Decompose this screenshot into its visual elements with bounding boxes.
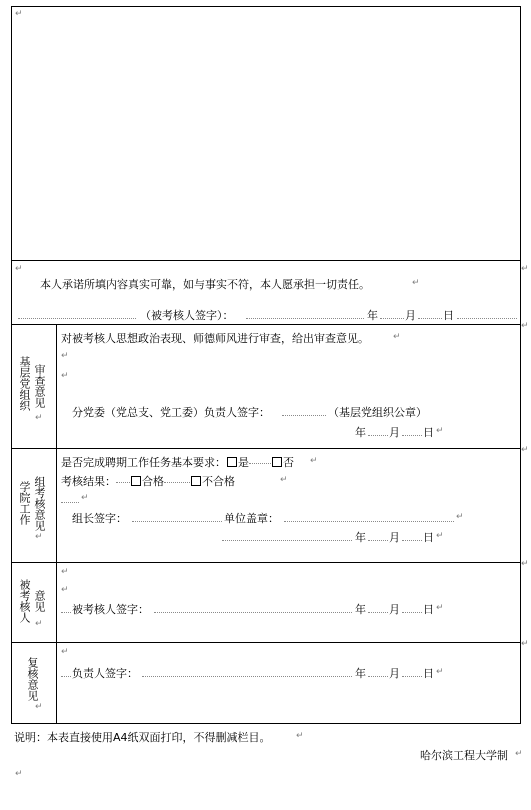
row-divider	[11, 448, 521, 449]
paragraph-mark: ↵	[521, 321, 529, 331]
footer-note: 说明：本表直接使用A4纸双面打印，不得删减栏目。	[14, 731, 271, 744]
paragraph-mark: ↵	[393, 332, 401, 342]
examinee-sign-label: （被考核人签字）：	[140, 309, 234, 322]
table-left-border	[11, 6, 12, 724]
paragraph-mark: ↵	[436, 603, 444, 613]
year-label: 年	[367, 309, 378, 322]
day-label: 日	[423, 531, 434, 544]
paragraph-mark: ↵	[296, 731, 304, 741]
party-seal-label: （基层党组织公章）	[328, 406, 427, 419]
party-review-instruction: 对被考核人思想政治表现、师德师风进行审查，给出审查意见。	[61, 332, 369, 345]
fail-checkbox[interactable]	[191, 476, 201, 486]
month-label: 月	[389, 426, 400, 439]
result-row	[61, 473, 235, 489]
yes-label: 是	[238, 456, 249, 469]
paragraph-mark: ↵	[35, 532, 43, 542]
month-label: 月	[389, 603, 400, 616]
yes-checkbox[interactable]	[227, 457, 237, 467]
year-label: 年	[355, 667, 366, 680]
paragraph-mark: ↵	[35, 619, 43, 629]
row-divider	[11, 260, 521, 261]
paragraph-mark: ↵	[61, 371, 69, 381]
examinee-side-label-2: 意见	[33, 590, 46, 612]
pass-checkbox[interactable]	[131, 476, 141, 486]
row-divider	[11, 642, 521, 643]
paragraph-mark: ↵	[15, 264, 23, 274]
paragraph-mark: ↵	[280, 475, 288, 485]
row-divider	[11, 324, 521, 325]
paragraph-mark: ↵	[61, 567, 69, 577]
paragraph-mark: ↵	[35, 413, 43, 423]
year-label: 年	[355, 603, 366, 616]
paragraph-mark: ↵	[436, 667, 444, 677]
day-label: 日	[443, 309, 454, 322]
paragraph-mark: ↵	[521, 445, 529, 455]
paragraph-mark: ↵	[15, 9, 23, 19]
unit-seal-label: 单位盖章：	[224, 512, 279, 525]
pledge-text: 本人承诺所填内容真实可靠，如与事实不符，本人愿承担一切责任。	[40, 278, 370, 291]
party-review-side-label-2: 审查意见	[33, 364, 46, 408]
paragraph-mark: ↵	[521, 559, 529, 569]
no-label: 否	[283, 456, 294, 469]
paragraph-mark: ↵	[436, 426, 444, 436]
month-label: 月	[389, 531, 400, 544]
day-label: 日	[423, 667, 434, 680]
paragraph-mark: ↵	[61, 585, 69, 595]
paragraph-mark: ↵	[436, 531, 444, 541]
table-right-border	[520, 6, 521, 724]
pass-label: 合格	[142, 475, 164, 488]
paragraph-mark: ↵	[515, 749, 523, 759]
workgroup-side-label: 学院工作	[18, 481, 31, 525]
examinee-sign-label: 被考核人签字：	[72, 603, 149, 616]
footer-maker: 哈尔滨工程大学制	[420, 749, 508, 762]
table-top-border	[11, 6, 521, 7]
recheck-sign-label: 负责人签字：	[72, 667, 138, 680]
month-label: 月	[405, 309, 416, 322]
paragraph-mark: ↵	[521, 264, 529, 274]
year-label: 年	[355, 426, 366, 439]
paragraph-mark: ↵	[521, 639, 529, 649]
month-label: 月	[389, 667, 400, 680]
table-bottom-border	[11, 723, 521, 724]
paragraph-mark: ↵	[456, 512, 464, 522]
party-review-side-label: 基层党组织	[18, 356, 31, 411]
recheck-side-label: 复核意见	[26, 657, 39, 701]
row-divider	[11, 562, 521, 563]
day-label: 日	[423, 426, 434, 439]
examinee-side-label: 被考核人	[18, 579, 31, 623]
label-column-divider	[56, 324, 57, 724]
result-label: 考核结果：	[61, 475, 116, 488]
day-label: 日	[423, 603, 434, 616]
paragraph-mark: ↵	[61, 351, 69, 361]
year-label: 年	[355, 531, 366, 544]
paragraph-mark: ↵	[35, 702, 43, 712]
leader-sign-label: 组长签字：	[72, 512, 127, 525]
paragraph-mark: ↵	[412, 278, 420, 288]
paragraph-mark: ↵	[15, 769, 23, 779]
paragraph-mark: ↵	[61, 647, 69, 657]
fail-label: 不合格	[202, 475, 235, 488]
requirement-question: 是否完成聘期工作任务基本要求： 是 否	[61, 456, 294, 469]
party-leader-sign-label: 分党委（党总支、党工委）负责人签字：	[72, 406, 270, 419]
workgroup-side-label-2: 组考核意见	[33, 476, 46, 531]
paragraph-mark: ↵	[81, 493, 89, 503]
paragraph-mark: ↵	[310, 456, 318, 466]
no-checkbox[interactable]	[272, 457, 282, 467]
